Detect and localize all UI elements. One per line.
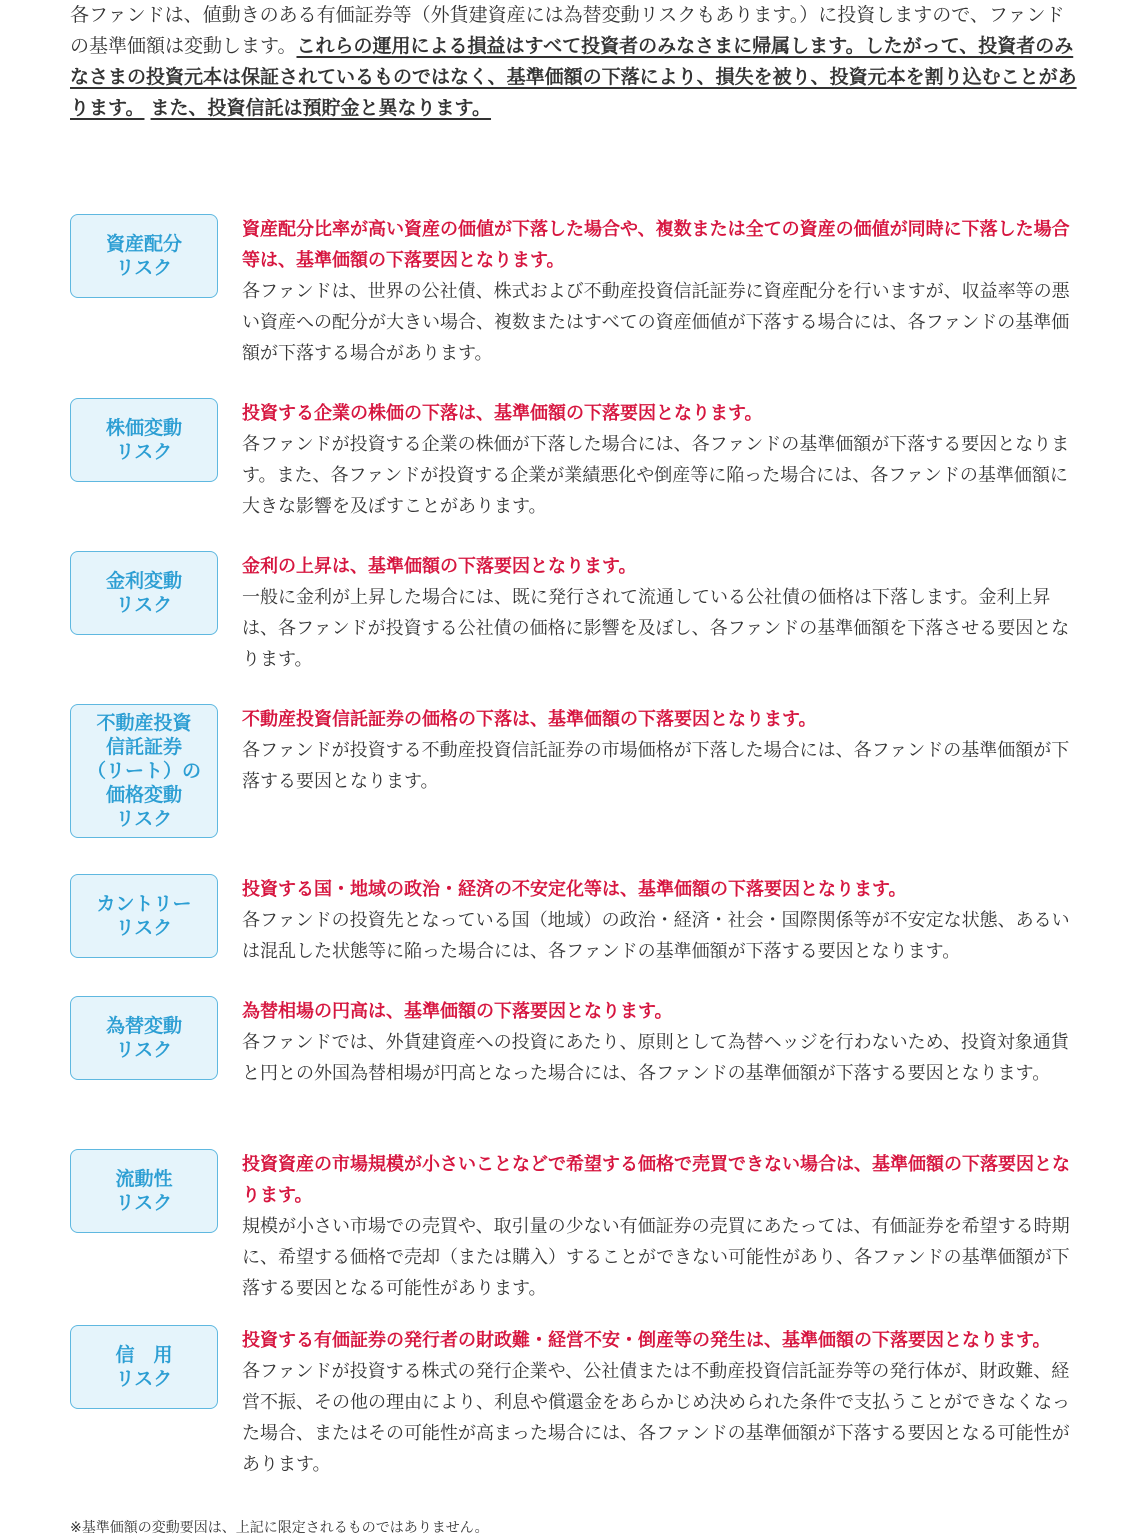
risk-description: 各ファンドの投資先となっている国（地域）の政治・経済・社会・国際関係等が不安定な状態、あるいは混乱した状態等に陥った場合には、各ファンドの基準価額が下落する要因となります。	[242, 910, 1070, 962]
risk-label-liquidity	[70, 1149, 218, 1233]
risk-label-currency	[70, 996, 218, 1080]
risk-headline: 投資資産の市場規模が小さいことなどで希望する価格で売買できない場合は、基準価額の下落要因となります。	[242, 1154, 1070, 1206]
risk-description: 各ファンドは、世界の公社債、株式および不動産投資信託証券に資産配分を行いますが、収益率等の悪い資産への配分が大きい場合、複数またはすべての資産価値が下落する場合には、各ファンドの基準価額が下落する場合があります。	[242, 281, 1070, 364]
risk-body	[242, 398, 1070, 522]
risk-description: 各ファンドが投資する株式の発行企業や、公社債または不動産投資信託証券等の発行体が、財政難、経営不振、その他の理由により、利息や償還金をあらかじめ決められた条件で支払うことができなくなった場合、またはその可能性が高まった場合には、各ファンドの基準価額が下落する要因となる可能性があります。	[242, 1361, 1070, 1475]
risk-body	[242, 214, 1070, 369]
risk-label-line: 信 用	[115, 1344, 173, 1366]
risk-label-line: リスク	[115, 1192, 173, 1214]
risk-label-line: （リート）の	[86, 760, 201, 782]
risk-headline: 資産配分比率が高い資産の価値が下落した場合や、複数または全ての資産の価値が同時に下落した場合等は、基準価額の下落要因となります。	[242, 219, 1070, 271]
risk-label-line: 資産配分	[105, 233, 182, 255]
risk-body	[242, 1325, 1070, 1480]
risk-label-credit	[70, 1325, 218, 1409]
risk-label-country	[70, 874, 218, 958]
risk-label-line: リスク	[115, 594, 173, 616]
risk-headline: 投資する企業の株価の下落は、基準価額の下落要因となります。	[242, 403, 763, 424]
risk-label-line: 為替変動	[105, 1015, 182, 1037]
risk-headline: 投資する国・地域の政治・経済の不安定化等は、基準価額の下落要因となります。	[242, 879, 907, 900]
intro-paragraph	[70, 0, 1080, 124]
risk-label-asset-allocation	[70, 214, 218, 298]
risk-description: 各ファンドが投資する不動産投資信託証券の市場価格が下落した場合には、各ファンドの基準価額が下落する要因となります。	[242, 740, 1070, 792]
risk-label-line: 価格変動	[105, 784, 182, 806]
risk-description: 規模が小さい市場での売買や、取引量の少ない有価証券の売買にあたっては、有価証券を希望する時期に、希望する価格で売却（または購入）することができない可能性があり、各ファンドの基準価額が下落する要因となる可能性があります。	[242, 1216, 1070, 1299]
risk-label-line: 不動産投資	[96, 712, 192, 734]
risk-label-interest-rate	[70, 551, 218, 635]
risk-label-line: 金利変動	[105, 570, 182, 592]
risk-description: 各ファンドでは、外貨建資産への投資にあたり、原則として為替ヘッジを行わないため、投資対象通貨と円との外国為替相場が円高となった場合には、各ファンドの基準価額が下落する要因となります。	[242, 1032, 1069, 1084]
risk-headline: 不動産投資信託証券の価格の下落は、基準価額の下落要因となります。	[242, 709, 817, 730]
risk-label-line: リスク	[115, 1368, 173, 1390]
risk-label-line: リスク	[115, 441, 173, 463]
risk-headline: 投資する有価証券の発行者の財政難・経営不安・倒産等の発生は、基準価額の下落要因となります。	[242, 1330, 1051, 1351]
risk-label-line: リスク	[115, 917, 173, 939]
risk-headline: 金利の上昇は、基準価額の下落要因となります。	[242, 556, 637, 577]
risk-body	[242, 874, 1070, 967]
risk-headline: 為替相場の円高は、基準価額の下落要因となります。	[242, 1001, 673, 1022]
risk-label-line: 信託証券	[105, 736, 182, 758]
risk-body	[242, 996, 1070, 1089]
intro-emphasis-text: これらの運用による損益はすべて投資者のみなさまに帰属します。したがって、投資者のみなさまの投資元本は保証されているものではなく、基準価額の下落により、損失を被り、投資元本を割り込むことがあります。	[70, 35, 1077, 119]
risk-label-line: リスク	[115, 1039, 173, 1061]
intro-text: 各ファンドは、値動きのある有価証券等（外貨建資産には為替変動リスクもあります。）に投資しますので、ファンドの基準価額は変動します。	[70, 4, 1065, 57]
risk-description: 各ファンドが投資する企業の株価が下落した場合には、各ファンドの基準価額が下落する要因となります。また、各ファンドが投資する企業が業績悪化や倒産等に陥った場合には、各ファンドの基準価額に大きな影響を及ぼすことがあります。	[242, 434, 1070, 517]
intro-deposit-note: また、投資信託は預貯金と異なります。	[150, 97, 492, 119]
risk-label-line: リスク	[115, 257, 173, 279]
risk-label-line: 株価変動	[105, 417, 182, 439]
risk-description: 一般に金利が上昇した場合には、既に発行されて流通している公社債の価格は下落します。金利上昇は、各ファンドが投資する公社債の価格に影響を及ぼし、各ファンドの基準価額を下落させる要因となります。	[242, 587, 1070, 670]
footnote: ※基準価額の変動要因は、上記に限定されるものではありません。	[70, 1520, 489, 1536]
risk-label-reit	[70, 704, 218, 838]
risk-body	[242, 551, 1070, 675]
risk-label-line: 流動性	[115, 1168, 173, 1190]
risk-body	[242, 1149, 1070, 1304]
risk-label-line: リスク	[115, 808, 173, 830]
risk-label-line: カントリー	[96, 893, 192, 915]
risk-body	[242, 704, 1070, 797]
risk-label-stock-price	[70, 398, 218, 482]
